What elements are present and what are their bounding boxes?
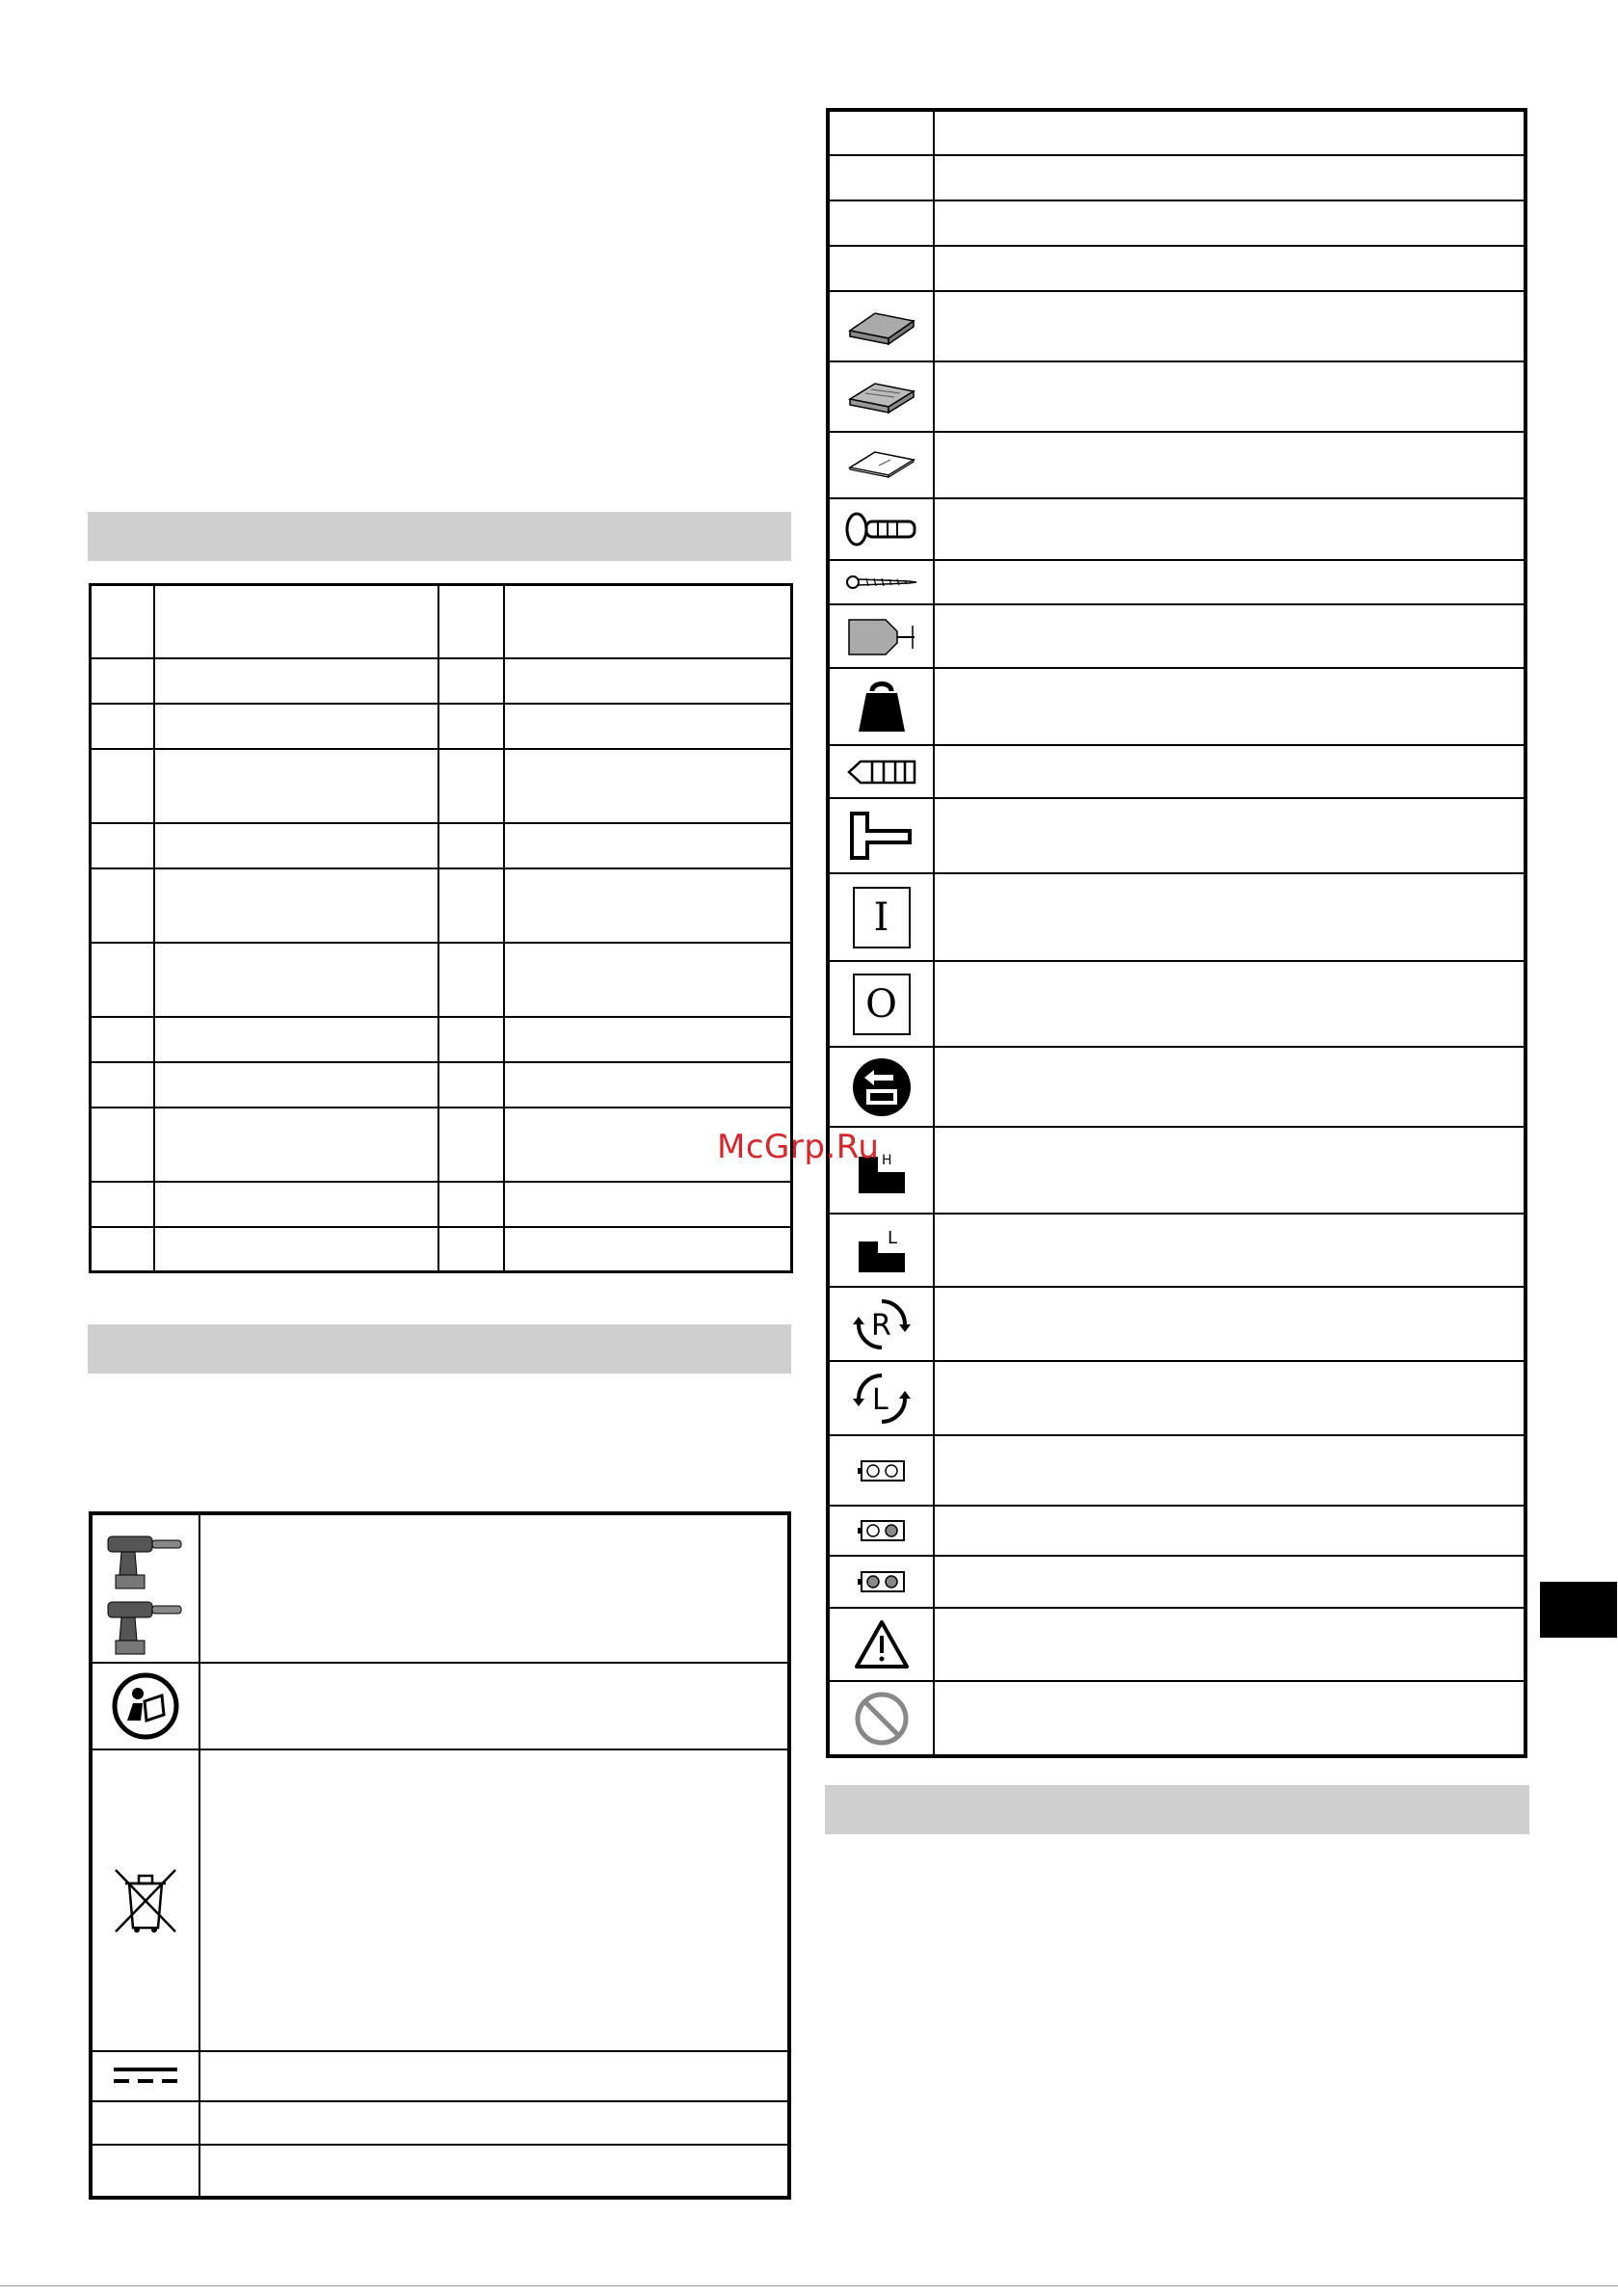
rotate-right-icon (853, 1295, 911, 1353)
section-header-bar-1 (88, 512, 791, 561)
watermark: McGrp.Ru (717, 1128, 880, 1166)
hard-wood-icon (846, 306, 917, 348)
footer-line (0, 2285, 1618, 2286)
table-row (91, 823, 792, 868)
table-row (828, 1556, 1525, 1608)
gear-low-label: L (887, 1228, 897, 1248)
page-tab-marker (1540, 1582, 1617, 1638)
table-row (91, 2051, 789, 2101)
battery-half-icon (858, 1519, 906, 1542)
direct-current-icon (112, 2064, 179, 2089)
machine-screw-icon (843, 510, 920, 548)
chuck-icon (843, 614, 920, 658)
table-row (91, 943, 792, 1017)
table-row (91, 2101, 789, 2145)
table-row (91, 1749, 789, 2051)
table-row (828, 1435, 1525, 1506)
table-row (91, 868, 792, 943)
torque-scale-icon (845, 758, 918, 787)
prohibited-icon (854, 1691, 910, 1747)
table-row (91, 1513, 789, 1663)
table-row (91, 1182, 792, 1227)
table-row (828, 560, 1525, 604)
table-row (828, 498, 1525, 560)
table-row (828, 668, 1525, 745)
table-row (828, 604, 1525, 668)
table-row (828, 1608, 1525, 1681)
table-row (828, 745, 1525, 798)
rotate-left-label: L (871, 1382, 889, 1417)
table-row (91, 704, 792, 749)
table-row (91, 585, 792, 658)
hammer-icon (848, 810, 915, 862)
power-off-label: O (865, 981, 897, 1027)
table-row (828, 1214, 1525, 1287)
symbols-table-left (89, 1511, 791, 2200)
warning-icon (853, 1618, 911, 1670)
battery-remove-icon (851, 1056, 913, 1118)
table-row (828, 361, 1525, 432)
symbols-table-right (826, 108, 1527, 1758)
soft-wood-icon (846, 376, 917, 418)
table-row (828, 1681, 1525, 1756)
table-row (91, 1227, 792, 1272)
table-row (828, 873, 1525, 961)
power-on-label: I (873, 894, 889, 940)
read-manual-icon (112, 1672, 179, 1740)
table-row (91, 1017, 792, 1062)
rotate-right-label: R (870, 1308, 891, 1343)
table-row (91, 749, 792, 823)
table-row (828, 246, 1525, 291)
section-header-bar-3 (825, 1785, 1529, 1834)
battery-low-icon (858, 1570, 906, 1593)
table-row (91, 1108, 792, 1182)
table-row (828, 1287, 1525, 1361)
crossed-bin-icon (112, 1866, 179, 1936)
wood-screw-icon (843, 573, 920, 592)
table-row (828, 1361, 1525, 1435)
power-off-icon (853, 974, 911, 1035)
table-row (828, 110, 1525, 155)
table-row (828, 155, 1525, 200)
section-header-bar-2 (88, 1324, 791, 1374)
table-row (91, 658, 792, 704)
table-row (91, 1062, 792, 1108)
gear-low-icon (855, 1226, 909, 1274)
battery-full-icon (858, 1459, 906, 1482)
rotate-left-icon (853, 1370, 911, 1428)
table-row (91, 1663, 789, 1749)
table-row (828, 291, 1525, 361)
metal-sheet-icon (846, 446, 917, 485)
drill-icon (102, 1521, 189, 1656)
table-row (828, 961, 1525, 1047)
table-row (828, 1047, 1525, 1127)
parts-table (89, 583, 793, 1273)
table-row (828, 432, 1525, 498)
table-row (828, 1506, 1525, 1556)
table-row (828, 1127, 1525, 1214)
power-on-icon (853, 887, 911, 948)
table-row (828, 798, 1525, 873)
table-row (828, 200, 1525, 246)
gear-high-label: H (881, 1153, 892, 1168)
table-row (91, 2145, 789, 2198)
weight-icon (853, 678, 911, 735)
